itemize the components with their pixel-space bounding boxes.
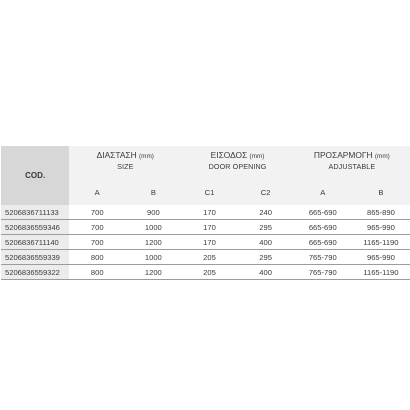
door-opening-group-subtitle: DOOR OPENING [208,162,267,171]
adjustable-a-cell: 765-790 [294,265,352,280]
column-header-size-a: A [69,180,125,205]
size-b-cell: 1000 [125,250,181,265]
door-c1-cell: 170 [181,235,237,250]
size-group-title: ΔΙΑΣΤΑΣΗ [96,150,137,160]
column-header-door-c1: C1 [181,180,237,205]
door-c1-cell: 170 [181,205,237,220]
adjustable-a-cell: 665-690 [294,205,352,220]
size-b-cell: 1200 [125,235,181,250]
adjustable-b-cell: 865-890 [352,205,410,220]
door-c1-cell: 205 [181,250,237,265]
column-header-size-b: B [125,180,181,205]
size-b-cell: 1200 [125,265,181,280]
door-c2-cell: 295 [238,220,294,235]
table-row [1,250,410,265]
column-header-adjustable-b: B [352,180,410,205]
size-group-unit: (mm) [139,153,154,160]
specification-table [1,146,410,280]
product-code-cell: 5206836711133 [1,205,69,220]
door-opening-group-unit: (mm) [249,153,265,160]
size-b-cell: 900 [125,205,181,220]
size-a-cell: 700 [69,220,125,235]
table-row [1,235,410,250]
group-header-row [1,146,410,180]
table-row [1,265,410,280]
adjustable-a-cell: 665-690 [294,235,352,250]
column-header-door-c2: C2 [238,180,294,205]
size-a-cell: 800 [69,250,125,265]
size-group-header [69,146,181,180]
product-code-cell: 5206836559346 [1,220,69,235]
door-c2-cell: 240 [238,205,294,220]
code-column-header: COD. [1,146,69,205]
size-group-subtitle: SIZE [117,162,134,171]
adjustable-group-header [294,146,410,180]
table-row [1,220,410,235]
product-code-cell: 5206836559339 [1,250,69,265]
size-a-cell: 800 [69,265,125,280]
product-code-cell: 5206836711140 [1,235,69,250]
door-c1-cell: 205 [181,265,237,280]
door-opening-group-header [181,146,293,180]
column-header-adjustable-a: A [294,180,352,205]
adjustable-b-cell: 1165-1190 [352,235,410,250]
adjustable-b-cell: 965-990 [352,220,410,235]
adjustable-group-subtitle: ADJUSTABLE [328,162,376,171]
door-c2-cell: 295 [238,250,294,265]
adjustable-a-cell: 765-790 [294,250,352,265]
adjustable-b-cell: 1165-1190 [352,265,410,280]
door-c1-cell: 170 [181,220,237,235]
adjustable-group-title: ΠΡΟΣΑΡΜΟΓΗ [313,150,373,160]
door-opening-group-title: ΕΙΣΟΔΟΣ [210,150,248,160]
door-c2-cell: 400 [238,235,294,250]
size-b-cell: 1000 [125,220,181,235]
size-a-cell: 700 [69,235,125,250]
adjustable-a-cell: 665-690 [294,220,352,235]
product-code-cell: 5206836559322 [1,265,69,280]
size-a-cell: 700 [69,205,125,220]
door-c2-cell: 400 [238,265,294,280]
adjustable-b-cell: 965-990 [352,250,410,265]
adjustable-group-unit: (mm) [374,153,390,160]
table-row [1,205,410,220]
